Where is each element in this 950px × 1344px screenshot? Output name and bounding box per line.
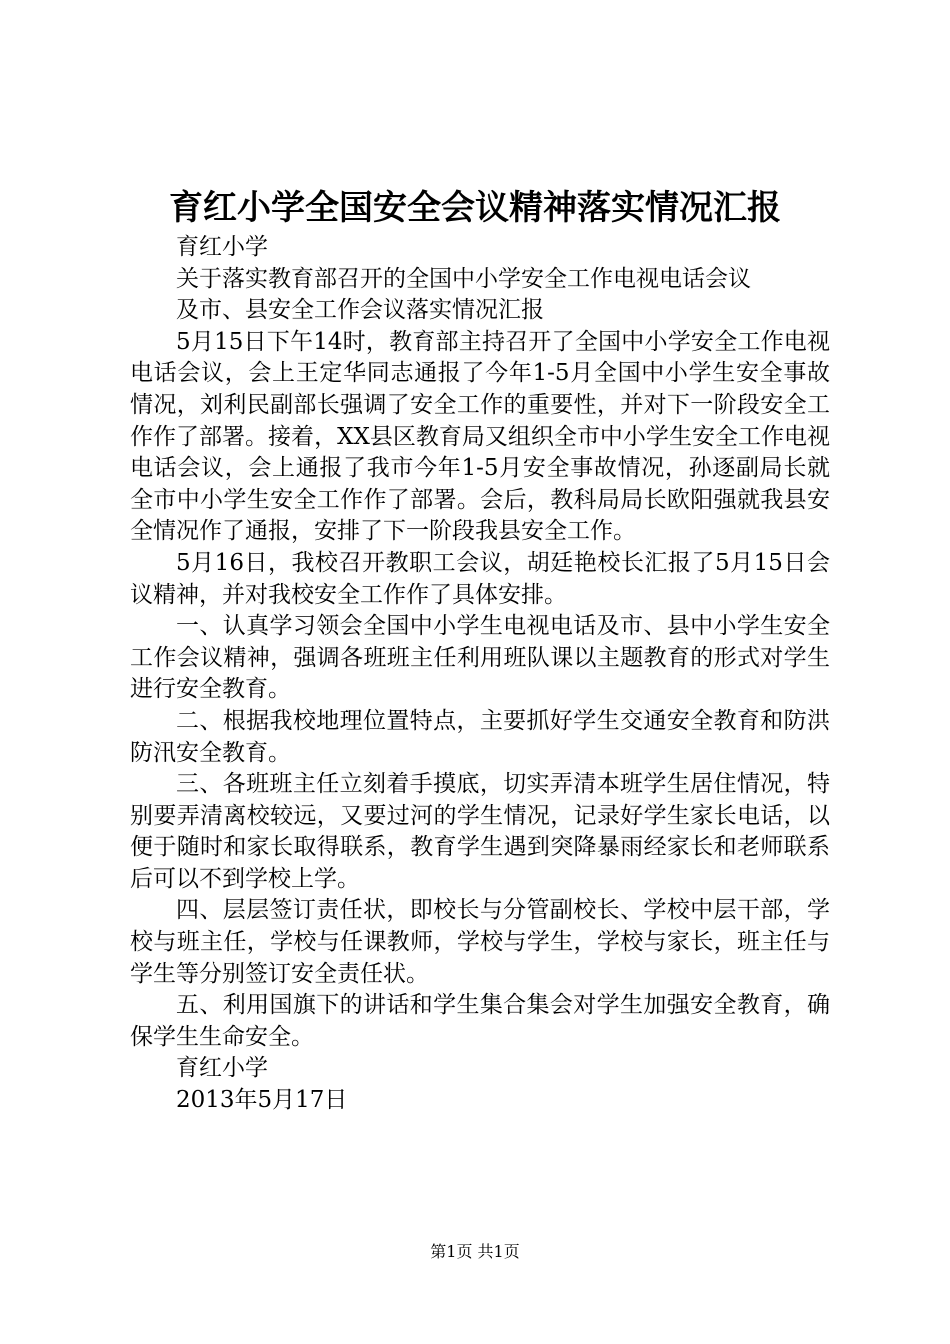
subtitle-line-2: 及市、县安全工作会议落实情况汇报 bbox=[176, 297, 544, 324]
date: 2013年5月17日 bbox=[176, 1087, 348, 1114]
paragraph-item-1: 一、认真学习领会全国中小学生电视电话及市、县中小学生安全工作会议精神，强调各班班主任利用班队课以主题教育的形式对学生进行安全教育。 bbox=[130, 613, 830, 703]
paragraph-item-3: 三、各班班主任立刻着手摸底，切实弄清本班学生居住情况，特别要弄清离校较远，又要过河的学生情况，记录好学生家长电话，以便于随时和家长取得联系，教育学生遇到突降暴雨经家长和老师联系后可以不到学校上学。 bbox=[130, 771, 830, 892]
page-footer: 第1页 共1页 bbox=[430, 1242, 520, 1261]
paragraph-item-5: 五、利用国旗下的讲话和学生集合集会对学生加强安全教育，确保学生生命安全。 bbox=[130, 992, 830, 1050]
paragraph-staff-meeting: 5月16日，我校召开教职工会议，胡廷艳校长汇报了5月15日会议精神，并对我校安全工作作了具体安排。 bbox=[130, 549, 830, 608]
document-body bbox=[130, 232, 830, 1117]
paragraph-meeting-summary: 5月15日下午14时，教育部主持召开了全国中小学安全工作电视电话会议，会上王定华同志通报了今年1-5月全国中小学生安全事故情况，刘利民副部长强调了安全工作的重要性，并对下一阶段安全工作作了部署。接着，XX县区教育局又组织全市中小学生安全工作电视电话会议，会上通报了我市今年1-5月安全事故情况，孙逐副局长就全市中小学生安全工作作了部署。会后，教科局局长欧阳强就我县安全情况作了通报，安排了下一阶段我县安全工作。 bbox=[130, 328, 830, 545]
paragraph-item-2: 二、根据我校地理位置特点，主要抓好学生交通安全教育和防洪防汛安全教育。 bbox=[130, 707, 830, 766]
subtitle-line-1: 关于落实教育部召开的全国中小学安全工作电视电话会议 bbox=[176, 265, 751, 292]
signature: 育红小学 bbox=[176, 1055, 268, 1082]
document-title: 育红小学全国安全会议精神落实情况汇报 bbox=[169, 188, 781, 228]
school-name: 育红小学 bbox=[176, 234, 268, 260]
paragraph-item-4: 四、层层签订责任状，即校长与分管副校长、学校中层干部，学校与班主任，学校与任课教师，学校与学生，学校与家长，班主任与学生等分别签订安全责任状。 bbox=[130, 897, 830, 987]
